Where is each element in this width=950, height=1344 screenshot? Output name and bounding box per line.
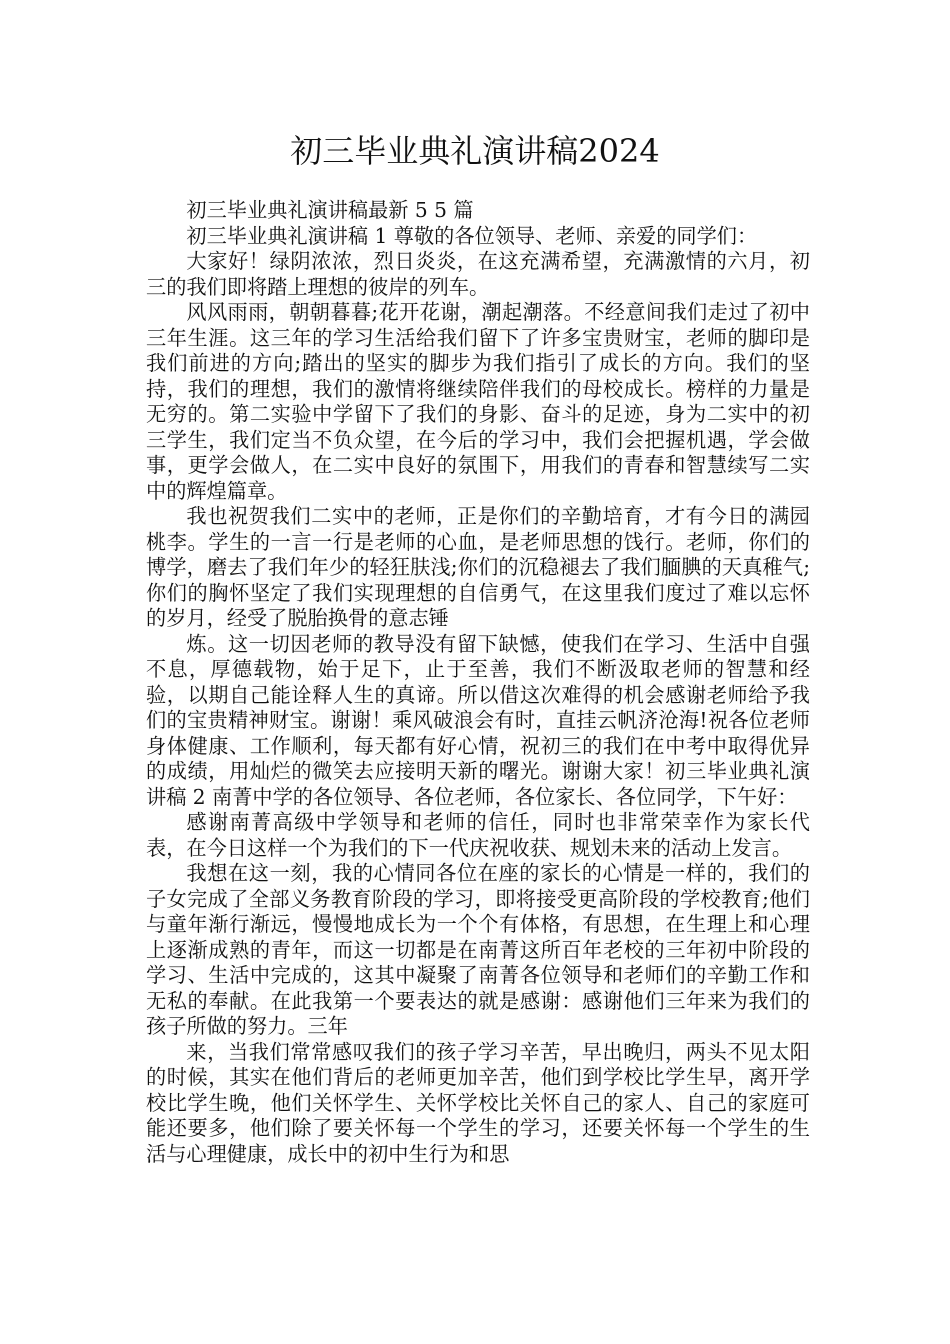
document-title: 初三毕业典礼演讲稿2024 — [290, 132, 660, 170]
paragraph: 炼。这一切因老师的教导没有留下缺憾，使我们在学习、生活中自强不息，厚德载物，始于足下，止于至善，我们不断汲取老师的智慧和经验，以期自己能诠释人生的真谛。所以借这次难得的机会感谢老师给予我们的宝贵精神财宝。谢谢！乘风破浪会有时，直挂云帆济沧海!祝各位老师身体健康、工作顺利，每天都有好心情，祝初三的我们在中考中取得优异的成绩，用灿烂的微笑去应接明天新的曙光。谢谢大家！初三毕业典礼演讲稿 2 南菁中学的各位领导、各位老师，各位家长、各位同学，下午好： — [146, 631, 810, 809]
paragraph: 我想在这一刻，我的心情同各位在座的家长的心情是一样的，我们的子女完成了全部义务教育阶段的学习，即将接受更高阶段的学校教育;他们与童年渐行渐远，慢慢地成长为一个个有体格，有思想，在生理上和心理上逐渐成熟的青年，而这一切都是在南菁这所百年老校的三年初中阶段的学习、生活中完成的，这其中凝聚了南菁各位领导和老师们的辛勤工作和无私的奉献。在此我第一个要表达的就是感谢：感谢他们三年来为我们的孩子所做的努力。三年 — [146, 861, 810, 1038]
paragraph: 我也祝贺我们二实中的老师，正是你们的辛勤培育，才有今日的满园桃李。学生的一言一行是老师的心血，是老师思想的饯行。老师，你们的博学，磨去了我们年少的轻狂肤浅;你们的沉稳褪去了我们腼腆的天真稚气;你们的胸怀坚定了我们实现理想的自信勇气，在这里我们度过了难以忘怀的岁月，经受了脱胎换骨的意志锤 — [146, 504, 810, 630]
paragraph: 感谢南菁高级中学领导和老师的信任，同时也非常荣幸作为家长代表，在今日这样一个为我们的下一代庆祝收获、规划未来的活动上发言。 — [146, 810, 810, 860]
paragraph: 来，当我们常常感叹我们的孩子学习辛苦，早出晚归，两头不见太阳的时候，其实在他们背后的老师更加辛苦，他们到学校比学生早，离开学校比学生晚，他们关怀学生、关怀学校比关怀自己的家人、自己的家庭可能还要多，他们除了要关怀每一个学生的学习，还要关怀每一个学生的生活与心理健康，成长中的初中生行为和思 — [146, 1039, 810, 1166]
paragraph-subtitle: 初三毕业典礼演讲稿最新 5 5 篇 — [186, 198, 474, 222]
paragraph-salutation: 初三毕业典礼演讲稿 1 尊敬的各位领导、老师、亲爱的同学们： — [186, 223, 758, 248]
paragraph: 风风雨雨，朝朝暮暮;花开花谢，潮起潮落。不经意间我们走过了初中三年生涯。这三年的学习生活给我们留下了许多宝贵财宝，老师的脚印是我们前进的方向;踏出的坚实的脚步为我们指引了成长的方向。我们的坚持，我们的理想，我们的激情将继续陪伴我们的母校成长。榜样的力量是无穷的。第二实验中学留下了我们的身影、奋斗的足迹，身为二实中的初三学生，我们定当不负众望，在今后的学习中，我们会把握机遇，学会做事，更学会做人，在二实中良好的氛围下，用我们的青春和智慧续写二实中的辉煌篇章。 — [146, 300, 810, 503]
document-body — [146, 198, 810, 1167]
paragraph: 大家好！绿阴浓浓，烈日炎炎，在这充满希望，充满激情的六月，初三的我们即将踏上理想的彼岸的列车。 — [146, 249, 810, 299]
